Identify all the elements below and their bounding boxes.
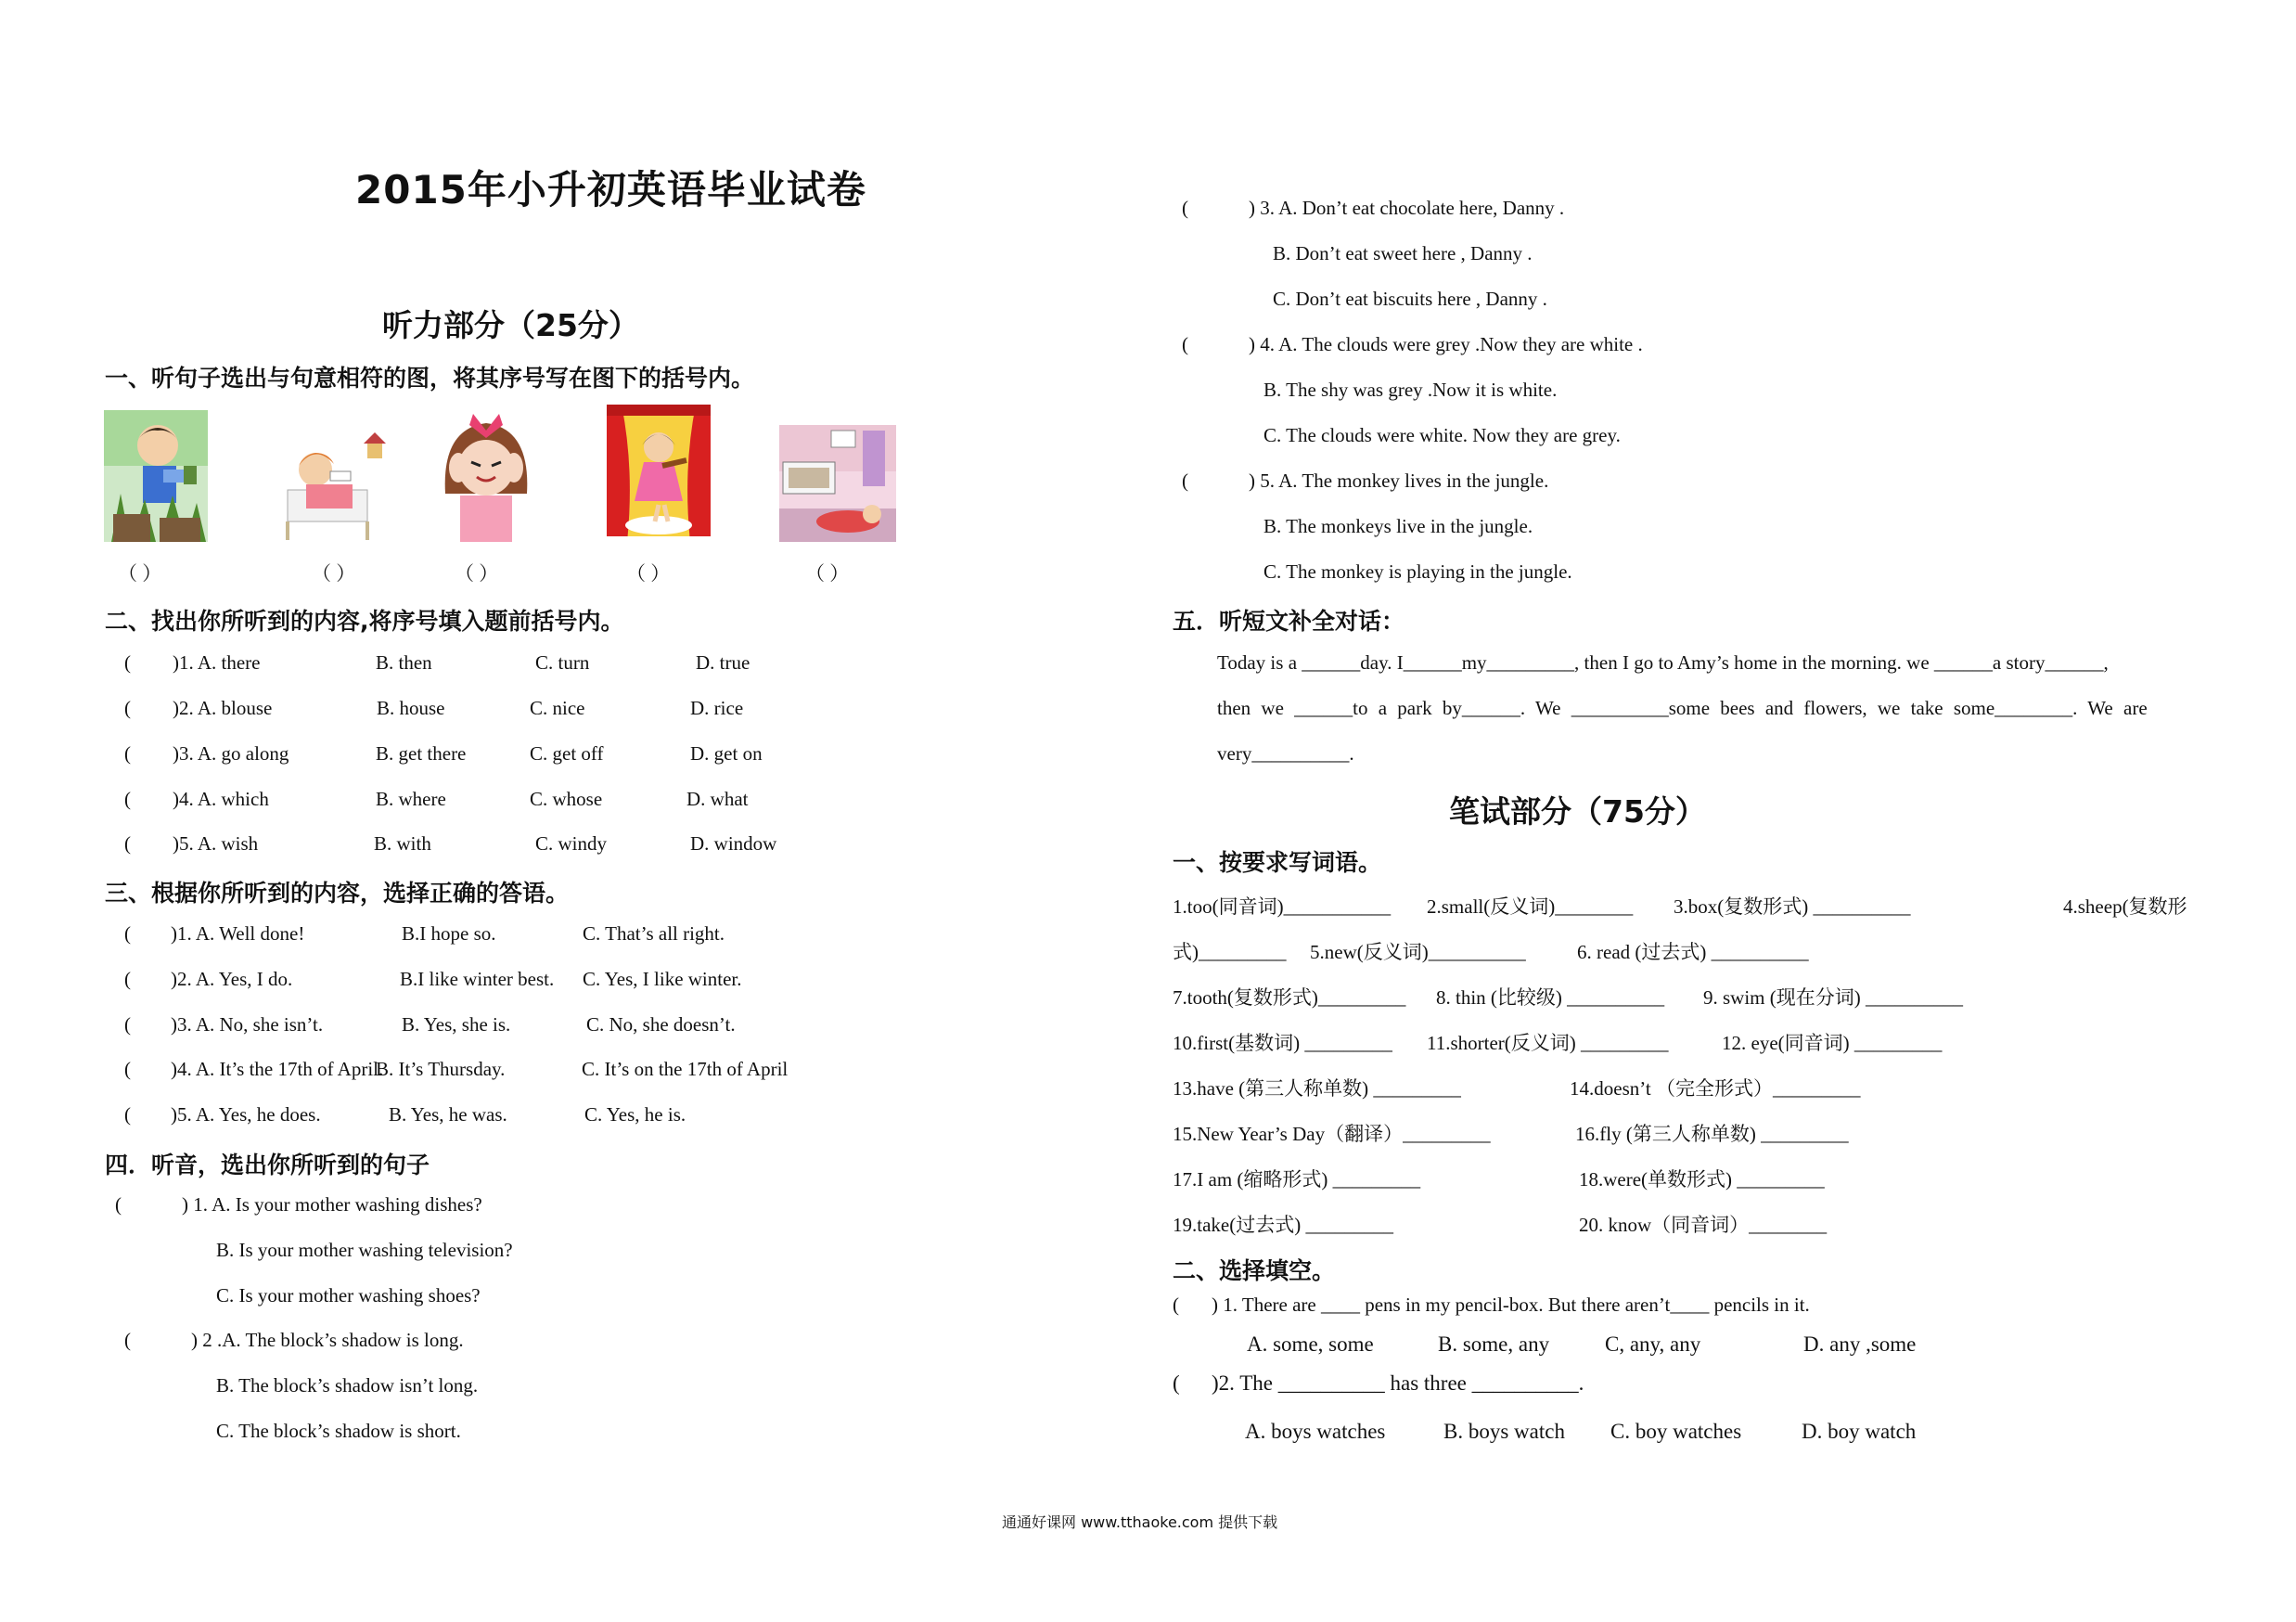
q4-3-option-a: ) 3. A. Don’t eat chocolate here, Danny . <box>1249 197 1565 219</box>
option-c: C. get off <box>530 742 604 765</box>
option-c: C. Yes, he is. <box>584 1103 686 1126</box>
option-d: D. window <box>690 832 777 855</box>
boy-watering-plants-picture <box>104 410 208 542</box>
word-item: 16.fly (第三人称单数) _________ <box>1575 1123 1849 1145</box>
answer-paren[interactable]: ( <box>115 1193 122 1216</box>
word-item: 17.I am (缩略形式) _________ <box>1173 1168 1421 1191</box>
word-item: 1.too(同音词)___________ <box>1173 895 1392 918</box>
writing-section-title: 笔试部分（75分） <box>1449 793 1706 830</box>
q4-3-option-b: B. Don’t eat sweet here , Danny . <box>1273 242 1533 264</box>
word-item: 8. thin (比较级) __________ <box>1436 986 1665 1009</box>
choice-q2-option-c: C. boy watches <box>1610 1420 1742 1443</box>
picture-1-bracket[interactable]: （ ） <box>118 562 162 585</box>
word-item: 19.take(过去式) _________ <box>1173 1214 1393 1236</box>
word-item: 式)_________ <box>1173 941 1287 963</box>
choice-q1-option-a: A. some, some <box>1247 1332 1374 1356</box>
option-b: B. It’s Thursday. <box>376 1058 506 1080</box>
option-b: B. where <box>376 788 446 810</box>
choice-q1-stem: ) 1. There are ____ pens in my pencil-box. But there aren’t____ pencils in it. <box>1212 1294 1810 1316</box>
option-c: C. turn <box>535 651 590 674</box>
answer-paren[interactable]: ( <box>124 1329 131 1351</box>
answer-paren[interactable]: ( <box>124 832 131 855</box>
q4-5-option-b: B. The monkeys live in the jungle. <box>1263 515 1533 537</box>
answer-paren[interactable]: ( <box>124 788 131 810</box>
option-b: B.I hope so. <box>402 922 496 945</box>
option-b: B.I like winter best. <box>400 968 555 990</box>
passage-line-2: then we ______to a park by______. We __________some bees and flowers, we take some________. We are <box>1217 697 2148 719</box>
girl-sick-in-bed-picture <box>278 410 393 542</box>
word-item: 9. swim (现在分词) __________ <box>1703 986 1963 1009</box>
answer-paren[interactable]: ( <box>1182 333 1188 355</box>
answer-paren[interactable]: ( <box>124 1103 131 1126</box>
listening-section-title: 听力部分（25分） <box>382 307 639 343</box>
q4-3-option-c: C. Don’t eat biscuits here , Danny . <box>1273 288 1547 310</box>
q4-2-option-c: C. The block’s shadow is short. <box>216 1420 461 1442</box>
answer-paren[interactable]: ( <box>124 968 131 990</box>
word-item: 7.tooth(复数形式)_________ <box>1173 986 1406 1009</box>
option-a: )3. A. go along <box>173 742 289 765</box>
writing-part1-heading: 一、按要求写词语。 <box>1173 849 1382 876</box>
part1-heading: 一、听句子选出与句意相符的图，将其序号写在图下的括号内。 <box>105 365 755 392</box>
q4-2-option-a: ) 2 .A. The block’s shadow is long. <box>191 1329 464 1351</box>
answer-paren[interactable]: ( <box>1173 1371 1180 1395</box>
picture-5-bracket[interactable]: （ ） <box>805 562 850 585</box>
choice-q2-option-b: B. boys watch <box>1443 1420 1565 1443</box>
word-item: 3.box(复数形式) __________ <box>1674 895 1911 918</box>
page-footer: 通通好课网 www.tthaoke.com 提供下载 <box>1002 1513 1278 1531</box>
choice-q1-option-c: C, any, any <box>1605 1332 1701 1356</box>
option-d: D. true <box>696 651 750 674</box>
writing-part2-heading: 二、选择填空。 <box>1173 1257 1336 1284</box>
answer-paren[interactable]: ( <box>124 742 131 765</box>
q4-1-option-a: ) 1. A. Is your mother washing dishes? <box>182 1193 482 1216</box>
q4-1-option-b: B. Is your mother washing television? <box>216 1239 513 1261</box>
q4-4-option-a: ) 4. A. The clouds were grey .Now they are white . <box>1249 333 1643 355</box>
part4-heading: 四．听音，选出你所听到的句子 <box>105 1152 430 1178</box>
answer-paren[interactable]: ( <box>124 922 131 945</box>
answer-paren[interactable]: ( <box>124 1058 131 1080</box>
word-item: 5.new(反义词)__________ <box>1310 941 1526 963</box>
word-item: 13.have (第三人称单数) _________ <box>1173 1077 1461 1100</box>
girl-playing-violin-picture <box>607 405 711 536</box>
option-d: D. what <box>686 788 749 810</box>
answer-paren[interactable]: ( <box>124 651 131 674</box>
word-item: 2.small(反义词)________ <box>1427 895 1634 918</box>
option-c: C. That’s all right. <box>583 922 725 945</box>
option-b: B. then <box>376 651 432 674</box>
option-d: D. rice <box>690 697 744 719</box>
option-c: C. No, she doesn’t. <box>586 1013 736 1036</box>
girl-with-headache-picture <box>436 410 536 542</box>
part2-heading: 二、找出你所听到的内容,将序号填入题前括号内。 <box>105 608 624 635</box>
option-a: )4. A. which <box>173 788 269 810</box>
picture-3-bracket[interactable]: （ ） <box>455 562 499 585</box>
choice-q1-option-d: D. any ,some <box>1803 1332 1917 1356</box>
q4-4-option-b: B. The shy was grey .Now it is white. <box>1263 379 1558 401</box>
answer-paren[interactable]: ( <box>1182 197 1188 219</box>
word-item: 18.were(单数形式) _________ <box>1579 1168 1825 1191</box>
choice-q2-option-d: D. boy watch <box>1802 1420 1917 1443</box>
option-a: )3. A. No, she isn’t. <box>171 1013 324 1036</box>
word-item: 14.doesn’t （完全形式）_________ <box>1570 1077 1861 1100</box>
passage-line-3: very__________. <box>1217 742 1354 765</box>
q4-1-option-c: C. Is your mother washing shoes? <box>216 1284 481 1307</box>
choice-q2-option-a: A. boys watches <box>1245 1420 1386 1443</box>
word-item: 20. know（同音词）________ <box>1579 1214 1828 1236</box>
option-c: C. Yes, I like winter. <box>583 968 742 990</box>
option-c: C. It’s on the 17th of April <box>582 1058 789 1080</box>
option-a: )5. A. wish <box>173 832 259 855</box>
option-b: B. house <box>377 697 445 719</box>
option-a: )1. A. there <box>173 651 261 674</box>
word-item: 4.sheep(复数形 <box>2063 895 2187 918</box>
answer-paren[interactable]: ( <box>1173 1294 1179 1316</box>
word-item: 10.first(基数词) _________ <box>1173 1032 1392 1054</box>
option-a: )2. A. blouse <box>173 697 273 719</box>
option-b: B. with <box>374 832 431 855</box>
passage-line-1: Today is a ______day. I______my_________, then I go to Amy’s home in the morning. we ______a story______, <box>1217 651 2109 674</box>
word-item: 6. read (过去式) __________ <box>1577 941 1809 963</box>
option-a: )1. A. Well done! <box>171 922 305 945</box>
choice-q1-option-b: B. some, any <box>1438 1332 1550 1356</box>
part5-heading: 五．听短文补全对话： <box>1173 608 1405 635</box>
picture-4-bracket[interactable]: （ ） <box>626 562 671 585</box>
answer-paren[interactable]: ( <box>1182 470 1188 492</box>
part3-heading: 三、根据你所听到的内容，选择正确的答语。 <box>105 880 570 907</box>
option-b: B. get there <box>376 742 467 765</box>
word-item: 15.New Year’s Day（翻译）_________ <box>1173 1123 1491 1145</box>
option-b: B. Yes, he was. <box>389 1103 507 1126</box>
answer-paren[interactable]: ( <box>124 697 131 719</box>
option-c: C. nice <box>530 697 585 719</box>
word-item: 12. eye(同音词) _________ <box>1722 1032 1943 1054</box>
choice-q2-stem: )2. The __________ has three __________. <box>1212 1371 1584 1395</box>
option-c: C. windy <box>535 832 608 855</box>
option-a: )5. A. Yes, he does. <box>171 1103 321 1126</box>
option-d: D. get on <box>690 742 763 765</box>
option-a: )4. A. It’s the 17th of April. <box>171 1058 384 1080</box>
q4-4-option-c: C. The clouds were white. Now they are grey. <box>1263 424 1621 446</box>
q4-2-option-b: B. The block’s shadow isn’t long. <box>216 1374 479 1397</box>
option-b: B. Yes, she is. <box>402 1013 511 1036</box>
child-sleeping-in-room-picture <box>779 425 896 542</box>
option-a: )2. A. Yes, I do. <box>171 968 293 990</box>
exam-title: 2015年小升初英语毕业试卷 <box>355 167 866 212</box>
option-c: C. whose <box>530 788 603 810</box>
answer-paren[interactable]: ( <box>124 1013 131 1036</box>
word-item: 11.shorter(反义词) _________ <box>1427 1032 1669 1054</box>
q4-5-option-c: C. The monkey is playing in the jungle. <box>1263 560 1572 583</box>
picture-2-bracket[interactable]: （ ） <box>312 562 356 585</box>
q4-5-option-a: ) 5. A. The monkey lives in the jungle. <box>1249 470 1549 492</box>
